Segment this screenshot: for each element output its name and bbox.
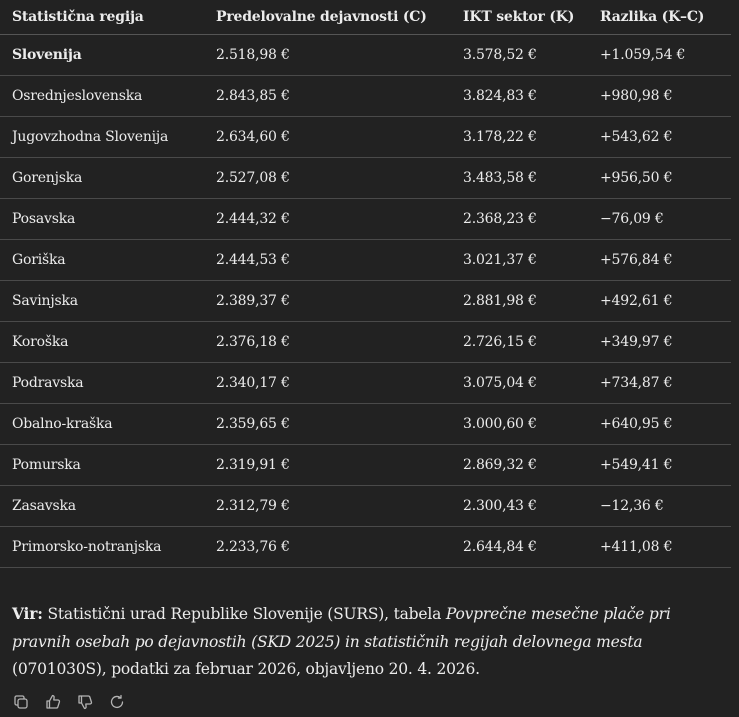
cell-manufacturing: 2.376,18 € [204, 322, 451, 363]
table-row [0, 35, 731, 76]
cell-difference: +492,61 € [588, 281, 731, 322]
table-row [0, 486, 731, 527]
cell-manufacturing: 2.518,98 € [204, 35, 451, 76]
cell-manufacturing: 2.389,37 € [204, 281, 451, 322]
thumbs-down-icon [77, 694, 93, 710]
table-row [0, 240, 731, 281]
cell-difference: +576,84 € [588, 240, 731, 281]
table-row [0, 322, 731, 363]
dislike-button[interactable] [76, 693, 94, 711]
message-actions [12, 693, 126, 711]
table-row [0, 158, 731, 199]
cell-ict: 3.483,58 € [451, 158, 588, 199]
cell-manufacturing: 2.843,85 € [204, 76, 451, 117]
copy-icon [13, 694, 29, 710]
header-difference: Razlika (K–C) [588, 0, 731, 35]
cell-ict: 3.000,60 € [451, 404, 588, 445]
header-ict: IKT sektor (K) [451, 0, 588, 35]
table-row [0, 445, 731, 486]
cell-region: Osrednjeslovenska [0, 76, 204, 117]
cell-region: Zasavska [0, 486, 204, 527]
table-row [0, 281, 731, 322]
source-note [12, 600, 727, 684]
cell-region: Jugovzhodna Slovenija [0, 117, 204, 158]
table-row [0, 199, 731, 240]
table-row [0, 117, 731, 158]
cell-difference: +549,41 € [588, 445, 731, 486]
table-header [0, 0, 731, 35]
cell-manufacturing: 2.444,53 € [204, 240, 451, 281]
table-row [0, 527, 731, 568]
like-button[interactable] [44, 693, 62, 711]
regenerate-button[interactable] [108, 693, 126, 711]
source-text-2: (0701030S), podatki za februar 2026, objavljeno 20. 4. 2026. [12, 660, 480, 678]
cell-region: Podravska [0, 363, 204, 404]
cell-region: Primorsko-notranjska [0, 527, 204, 568]
cell-ict: 2.726,15 € [451, 322, 588, 363]
copy-button[interactable] [12, 693, 30, 711]
regenerate-icon [109, 694, 125, 710]
cell-region: Pomurska [0, 445, 204, 486]
cell-manufacturing: 2.319,91 € [204, 445, 451, 486]
header-manufacturing: Predelovalne dejavnosti (C) [204, 0, 451, 35]
cell-ict: 3.578,52 € [451, 35, 588, 76]
cell-difference: +956,50 € [588, 158, 731, 199]
cell-manufacturing: 2.340,17 € [204, 363, 451, 404]
cell-difference: +734,87 € [588, 363, 731, 404]
source-label: Vir: [12, 604, 43, 623]
cell-manufacturing: 2.233,76 € [204, 527, 451, 568]
cell-difference: −12,36 € [588, 486, 731, 527]
cell-region: Gorenjska [0, 158, 204, 199]
cell-difference: +640,95 € [588, 404, 731, 445]
table-body [0, 35, 731, 568]
cell-manufacturing: 2.312,79 € [204, 486, 451, 527]
thumbs-up-icon [45, 694, 61, 710]
cell-difference: +543,62 € [588, 117, 731, 158]
cell-manufacturing: 2.634,60 € [204, 117, 451, 158]
cell-ict: 3.824,83 € [451, 76, 588, 117]
cell-manufacturing: 2.359,65 € [204, 404, 451, 445]
cell-ict: 2.881,98 € [451, 281, 588, 322]
cell-manufacturing: 2.444,32 € [204, 199, 451, 240]
source-text-1: Statistični urad Republike Slovenije (SURS), tabela [42, 605, 446, 623]
cell-ict: 2.869,32 € [451, 445, 588, 486]
cell-difference: +349,97 € [588, 322, 731, 363]
cell-ict: 3.021,37 € [451, 240, 588, 281]
table-row [0, 404, 731, 445]
cell-region: Obalno-kraška [0, 404, 204, 445]
cell-difference: +1.059,54 € [588, 35, 731, 76]
cell-ict: 2.368,23 € [451, 199, 588, 240]
cell-ict: 3.075,04 € [451, 363, 588, 404]
cell-region: Goriška [0, 240, 204, 281]
cell-ict: 2.644,84 € [451, 527, 588, 568]
cell-ict: 3.178,22 € [451, 117, 588, 158]
cell-difference: +411,08 € [588, 527, 731, 568]
cell-region: Savinjska [0, 281, 204, 322]
cell-difference: +980,98 € [588, 76, 731, 117]
cell-ict: 2.300,43 € [451, 486, 588, 527]
cell-region: Slovenija [0, 35, 204, 76]
cell-manufacturing: 2.527,08 € [204, 158, 451, 199]
header-region: Statistična regija [0, 0, 204, 35]
source-table-title: Povprečne mesečne plače pri pravnih osebah po dejavnostih (SKD 2025) in statističnih regijah delovnega mesta [12, 605, 671, 651]
table-row [0, 363, 731, 404]
cell-region: Posavska [0, 199, 204, 240]
cell-region: Koroška [0, 322, 204, 363]
table-row [0, 76, 731, 117]
cell-difference: −76,09 € [588, 199, 731, 240]
